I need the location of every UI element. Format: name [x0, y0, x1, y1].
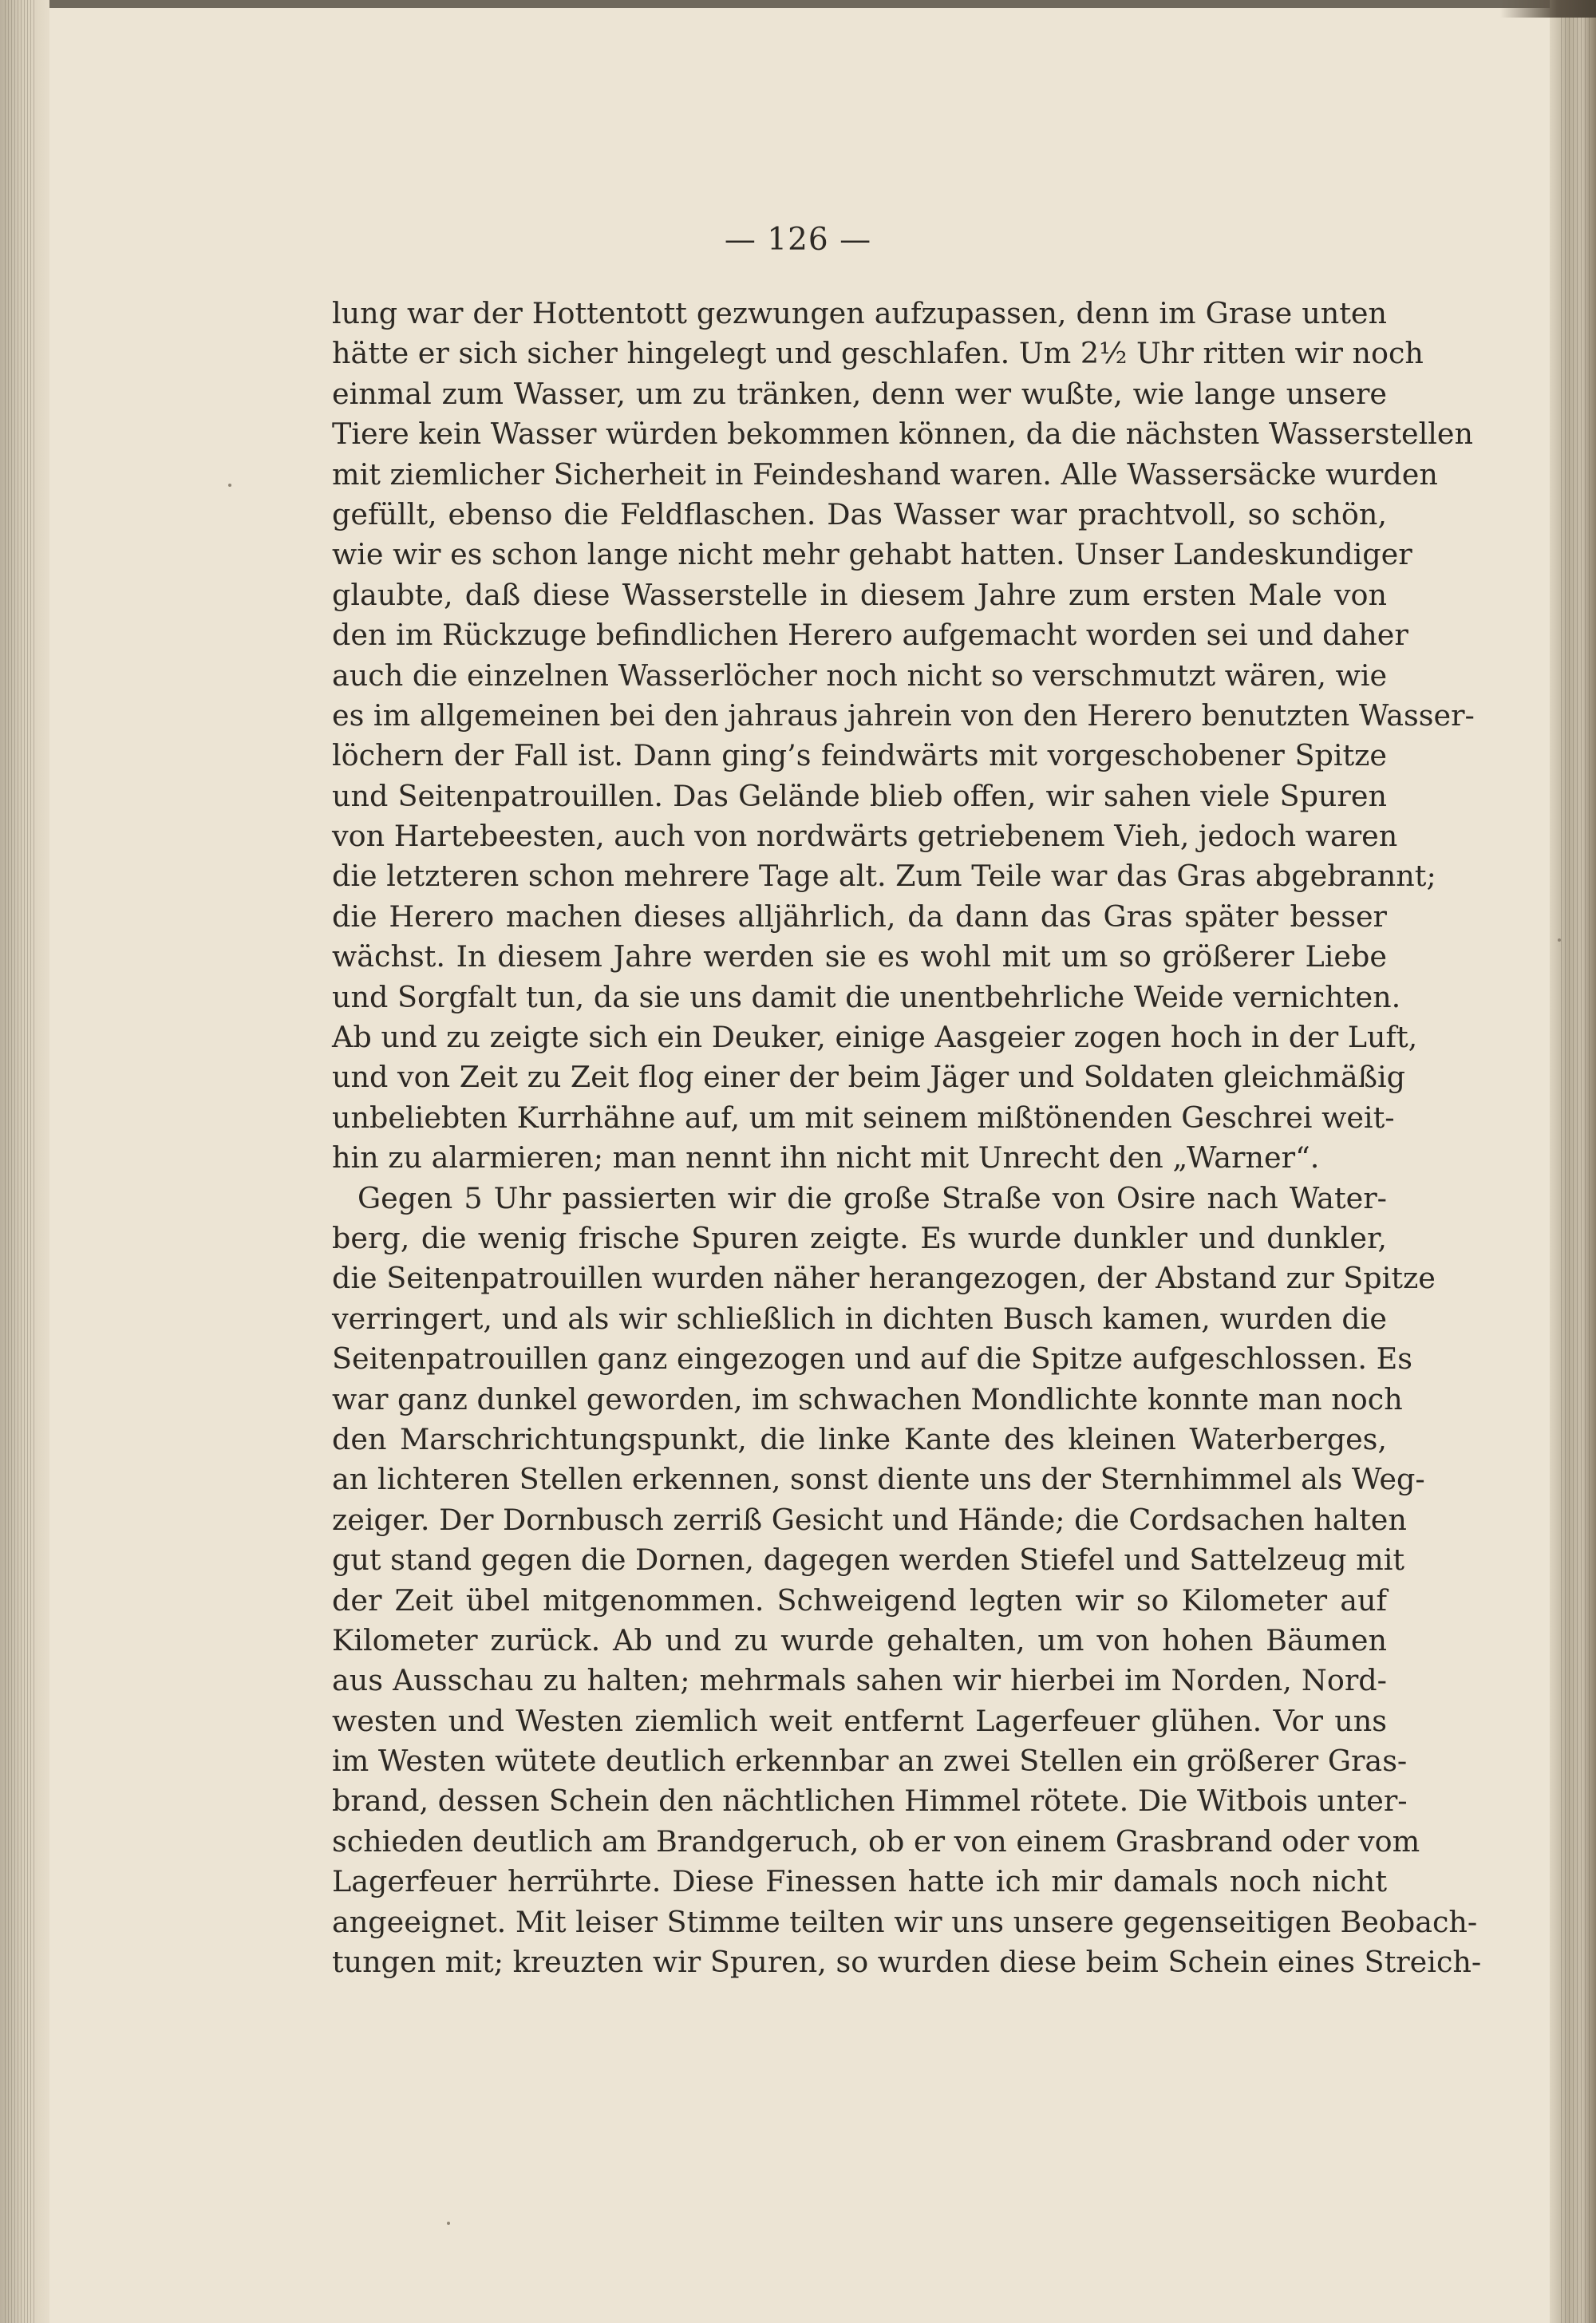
text-line: an lichteren Stellen erkennen, sonst diente uns der Sternhimmel als Weg- [332, 1462, 1425, 1497]
body-text [332, 294, 1482, 1982]
text-line: einmal zum Wasser, um zu tränken, denn wer wußte, wie lange unsere [332, 376, 1387, 411]
text-line: im Westen wütete deutlich erkennbar an zwei Stellen ein größerer Gras- [332, 1744, 1408, 1779]
text-line: westen und Westen ziemlich weit entfernt Lagerfeuer glühen. Vor uns [332, 1703, 1387, 1738]
text-line: Kilometer zurück. Ab und zu wurde gehalten, um von hohen Bäumen [332, 1622, 1387, 1657]
text-line: war ganz dunkel geworden, im schwachen Mondlichte konnte man noch [332, 1381, 1403, 1416]
text-line: verringert, und als wir schließlich in dichten Busch kamen, wurden die [332, 1301, 1387, 1336]
text-line: zeiger. Der Dornbusch zerriß Gesicht und Hände; die Cordsachen halten [332, 1502, 1407, 1537]
text-line: von Hartebeesten, auch von nordwärts getriebenem Vieh, jedoch waren [332, 819, 1398, 854]
text-line: gefüllt, ebenso die Feldflaschen. Das Wasser war prachtvoll, so schön, [332, 496, 1387, 531]
text-line: und von Zeit zu Zeit flog einer der beim Jäger und Soldaten gleichmäßig [332, 1060, 1406, 1095]
text-line: und Seitenpatrouillen. Das Gelände blieb offen, wir sahen viele Spuren [332, 778, 1387, 813]
text-line: Ab und zu zeigte sich ein Deuker, einige Aasgeier zogen hoch in der Luft, [332, 1020, 1418, 1055]
text-line: berg, die wenig frische Spuren zeigte. Es wurde dunkler und dunkler, [332, 1220, 1387, 1255]
text-line: Seitenpatrouillen ganz eingezogen und auf die Spitze aufgeschlossen. Es [332, 1341, 1412, 1377]
gutter-page-stack [5, 0, 37, 2323]
text-line: den Marschrichtungspunkt, die linke Kante des kleinen Waterberges, [332, 1421, 1387, 1456]
text-line: die Seitenpatrouillen wurden näher herangezogen, der Abstand zur Spitze [332, 1261, 1436, 1296]
text-line-paragraph-end: hin zu alarmieren; man nennt ihn nicht mit Unrecht den „Warner“. [332, 1140, 1320, 1175]
text-line: mit ziemlicher Sicherheit in Feindeshand waren. Alle Wassersäcke wurden [332, 456, 1438, 492]
text-line: Tiere kein Wasser würden bekommen können, da die nächsten Wasserstellen [332, 417, 1474, 452]
text-line: die letzteren schon mehrere Tage alt. Zum Teile war das Gras abgebrannt; [332, 859, 1436, 894]
text-line: und Sorgfalt tun, da sie uns damit die unentbehrliche Weide vernichten. [332, 979, 1401, 1014]
page-top-edge [0, 0, 1596, 8]
paper-speck [1558, 938, 1561, 942]
text-line: gut stand gegen die Dornen, dagegen werden Stiefel und Sattelzeug mit [332, 1543, 1405, 1578]
text-line: den im Rückzuge befindlichen Herero aufgemacht worden sei und daher [332, 618, 1408, 653]
text-line: wächst. In diesem Jahre werden sie es wohl mit um so größerer Liebe [332, 939, 1387, 974]
corner-wear [1500, 0, 1596, 18]
text-line-paragraph-start: Gegen 5 Uhr passierten wir die große Straße von Osire nach Water- [358, 1180, 1387, 1215]
text-line: hätte er sich sicher hingelegt und geschlafen. Um 2½ Uhr ritten wir noch [332, 336, 1424, 371]
text-line: die Herero machen dieses alljährlich, da dann das Gras später besser [332, 899, 1387, 934]
text-line: auch die einzelnen Wasserlöcher noch nicht so verschmutzt wären, wie [332, 658, 1388, 693]
paper-speck [447, 2222, 450, 2225]
text-line: aus Ausschau zu halten; mehrmals sahen wir hierbei im Norden, Nord- [332, 1663, 1387, 1698]
text-line: brand, dessen Schein den nächtlichen Himmel rötete. Die Witbois unter- [332, 1784, 1408, 1819]
text-line: Lagerfeuer herrührte. Diese Finessen hatte ich mir damals noch nicht [332, 1864, 1387, 1899]
text-line: löchern der Fall ist. Dann ging’s feindwärts mit vorgeschobener Spitze [332, 738, 1387, 773]
text-line: es im allgemeinen bei den jahraus jahrein von den Herero benutzten Wasser- [332, 697, 1475, 733]
right-page-stack [1561, 0, 1590, 2323]
text-line: der Zeit übel mitgenommen. Schweigend legten wir so Kilometer auf [332, 1582, 1387, 1618]
text-line: wie wir es schon lange nicht mehr gehabt hatten. Unser Landeskundiger [332, 537, 1412, 572]
text-line: tungen mit; kreuzten wir Spuren, so wurden diese beim Schein eines Streich- [332, 1945, 1482, 1980]
text-line: glaubte, daß diese Wasserstelle in diesem Jahre zum ersten Male von [332, 577, 1387, 612]
text-line: schieden deutlich am Brandgeruch, ob er von einem Grasbrand oder vom [332, 1823, 1420, 1859]
page-number: — 126 — [724, 222, 872, 258]
text-line: lung war der Hottentott gezwungen aufzupassen, denn im Grase unten [332, 296, 1387, 330]
text-line: unbeliebten Kurrhähne auf, um mit seinem mißtönenden Geschrei weit- [332, 1100, 1395, 1135]
text-line: angeeignet. Mit leiser Stimme teilten wir uns unsere gegenseitigen Beobach- [332, 1904, 1478, 1939]
paper-speck [228, 484, 231, 487]
